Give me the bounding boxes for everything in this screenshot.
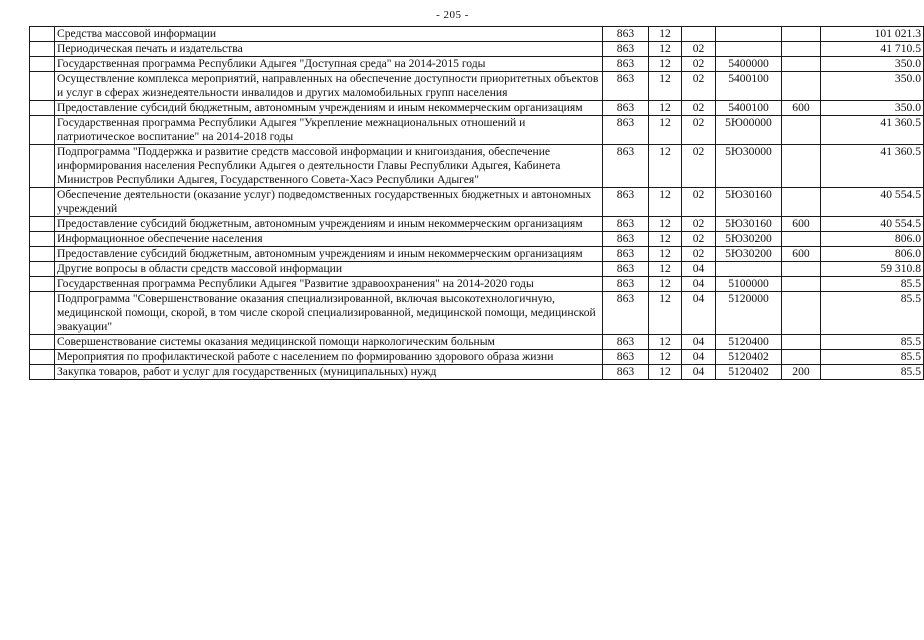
- row-subsection-code: 02: [682, 188, 716, 217]
- row-name: Периодическая печать и издательства: [55, 42, 603, 57]
- row-subsection-code: 02: [682, 116, 716, 145]
- row-amount: 40 554.5: [821, 217, 924, 232]
- row-section-code: 12: [649, 277, 682, 292]
- row-section-code: 12: [649, 247, 682, 262]
- table-row: [30, 350, 924, 365]
- row-ministry-code: 863: [603, 365, 649, 380]
- table-row: [30, 292, 924, 335]
- table-row: [30, 27, 924, 42]
- row-ministry-code: 863: [603, 57, 649, 72]
- row-blank-cell: [30, 145, 55, 188]
- row-blank-cell: [30, 57, 55, 72]
- row-expense-type: [782, 116, 821, 145]
- row-section-code: 12: [649, 116, 682, 145]
- row-amount: 350.0: [821, 101, 924, 116]
- row-ministry-code: 863: [603, 350, 649, 365]
- row-subsection-code: 02: [682, 57, 716, 72]
- row-section-code: 12: [649, 262, 682, 277]
- row-expense-type: 600: [782, 101, 821, 116]
- row-expense-type: 600: [782, 247, 821, 262]
- row-section-code: 12: [649, 27, 682, 42]
- row-blank-cell: [30, 101, 55, 116]
- row-ministry-code: 863: [603, 232, 649, 247]
- row-target-article: 5120402: [716, 365, 782, 380]
- table-row: [30, 145, 924, 188]
- row-section-code: 12: [649, 217, 682, 232]
- row-amount: 59 310.8: [821, 262, 924, 277]
- row-ministry-code: 863: [603, 262, 649, 277]
- table-row: [30, 247, 924, 262]
- row-target-article: [716, 262, 782, 277]
- table-row: [30, 262, 924, 277]
- row-subsection-code: 04: [682, 277, 716, 292]
- row-name: Осуществление комплекса мероприятий, направленных на обеспечение доступности приоритетных объектов и услуг в сферах жизнедеятельности инвалидов и других маломобильных групп населения: [55, 72, 603, 101]
- table-row: [30, 232, 924, 247]
- table-row: [30, 188, 924, 217]
- row-expense-type: [782, 57, 821, 72]
- row-ministry-code: 863: [603, 188, 649, 217]
- row-name: Информационное обеспечение населения: [55, 232, 603, 247]
- row-ministry-code: 863: [603, 247, 649, 262]
- row-subsection-code: 02: [682, 101, 716, 116]
- table-row: [30, 277, 924, 292]
- row-name: Мероприятия по профилактической работе с населением по формированию здорового образа жизни: [55, 350, 603, 365]
- table-row: [30, 116, 924, 145]
- row-subsection-code: 04: [682, 365, 716, 380]
- row-expense-type: [782, 27, 821, 42]
- row-subsection-code: 02: [682, 42, 716, 57]
- row-amount: 41 360.5: [821, 145, 924, 188]
- row-ministry-code: 863: [603, 27, 649, 42]
- row-amount: 85.5: [821, 365, 924, 380]
- row-subsection-code: 04: [682, 292, 716, 335]
- row-target-article: 5120402: [716, 350, 782, 365]
- row-section-code: 12: [649, 365, 682, 380]
- row-ministry-code: 863: [603, 217, 649, 232]
- row-target-article: [716, 42, 782, 57]
- row-section-code: 12: [649, 188, 682, 217]
- row-ministry-code: 863: [603, 42, 649, 57]
- row-subsection-code: 02: [682, 247, 716, 262]
- row-target-article: 5Ю30200: [716, 247, 782, 262]
- row-section-code: 12: [649, 57, 682, 72]
- row-section-code: 12: [649, 350, 682, 365]
- row-section-code: 12: [649, 72, 682, 101]
- table-row: [30, 217, 924, 232]
- row-name: Средства массовой информации: [55, 27, 603, 42]
- row-section-code: 12: [649, 42, 682, 57]
- table-row: [30, 72, 924, 101]
- row-expense-type: [782, 335, 821, 350]
- row-name: Государственная программа Республики Адыгея "Доступная среда" на 2014-2015 годы: [55, 57, 603, 72]
- row-name: Совершенствование системы оказания медицинской помощи наркологическим больным: [55, 335, 603, 350]
- table-row: [30, 365, 924, 380]
- row-blank-cell: [30, 277, 55, 292]
- row-blank-cell: [30, 365, 55, 380]
- row-name: Предоставление субсидий бюджетным, автономным учреждениям и иным некоммерческим организациям: [55, 217, 603, 232]
- row-blank-cell: [30, 116, 55, 145]
- row-blank-cell: [30, 232, 55, 247]
- row-section-code: 12: [649, 101, 682, 116]
- table-row: [30, 101, 924, 116]
- table-row: [30, 57, 924, 72]
- row-name: Закупка товаров, работ и услуг для государственных (муниципальных) нужд: [55, 365, 603, 380]
- row-blank-cell: [30, 292, 55, 335]
- row-blank-cell: [30, 217, 55, 232]
- row-name: Предоставление субсидий бюджетным, автономным учреждениям и иным некоммерческим организациям: [55, 247, 603, 262]
- row-amount: 41 360.5: [821, 116, 924, 145]
- row-name: Обеспечение деятельности (оказание услуг) подведомственных государственных бюджетных и автономных учреждений: [55, 188, 603, 217]
- row-section-code: 12: [649, 232, 682, 247]
- row-amount: 350.0: [821, 57, 924, 72]
- row-expense-type: [782, 145, 821, 188]
- table-row: [30, 42, 924, 57]
- row-subsection-code: 04: [682, 335, 716, 350]
- row-name: Другие вопросы в области средств массовой информации: [55, 262, 603, 277]
- row-amount: 85.5: [821, 350, 924, 365]
- row-name: Подпрограмма "Поддержка и развитие средств массовой информации и книгоиздания, обеспечение информирования населения Республики Адыгея о деятельности Главы Республики Адыгея, Кабинета Министров Республики Адыгея, Государственного Совета-Хасэ Республики Адыгея": [55, 145, 603, 188]
- row-target-article: 5Ю30160: [716, 217, 782, 232]
- row-amount: 85.5: [821, 277, 924, 292]
- row-section-code: 12: [649, 335, 682, 350]
- row-ministry-code: 863: [603, 277, 649, 292]
- budget-table: [29, 26, 924, 380]
- row-subsection-code: 04: [682, 350, 716, 365]
- row-target-article: [716, 27, 782, 42]
- row-ministry-code: 863: [603, 116, 649, 145]
- row-expense-type: [782, 350, 821, 365]
- row-blank-cell: [30, 335, 55, 350]
- row-amount: 41 710.5: [821, 42, 924, 57]
- row-expense-type: 600: [782, 217, 821, 232]
- page-number: - 205 -: [436, 9, 469, 21]
- row-ministry-code: 863: [603, 292, 649, 335]
- row-name: Государственная программа Республики Адыгея "Развитие здравоохранения" на 2014-2020 годы: [55, 277, 603, 292]
- row-amount: 350.0: [821, 72, 924, 101]
- row-amount: 85.5: [821, 292, 924, 335]
- row-ministry-code: 863: [603, 145, 649, 188]
- row-target-article: 5100000: [716, 277, 782, 292]
- table-row: [30, 335, 924, 350]
- row-subsection-code: 02: [682, 145, 716, 188]
- row-expense-type: [782, 188, 821, 217]
- row-amount: 101 021.3: [821, 27, 924, 42]
- row-subsection-code: 02: [682, 217, 716, 232]
- budget-table-body: [30, 27, 924, 380]
- row-target-article: 5400100: [716, 101, 782, 116]
- row-amount: 40 554.5: [821, 188, 924, 217]
- row-amount: 85.5: [821, 335, 924, 350]
- row-target-article: 5Ю00000: [716, 116, 782, 145]
- row-expense-type: 200: [782, 365, 821, 380]
- row-expense-type: [782, 232, 821, 247]
- row-expense-type: [782, 42, 821, 57]
- row-ministry-code: 863: [603, 101, 649, 116]
- row-name: Государственная программа Республики Адыгея "Укрепление межнациональных отношений и патриотическое воспитание" на 2014-2018 годы: [55, 116, 603, 145]
- row-name: Подпрограмма "Совершенствование оказания специализированной, включая высокотехнологичную, медицинской помощи, скорой, в том числе скорой специализированной, медицинской помощи, медицинской эвакуации": [55, 292, 603, 335]
- row-name: Предоставление субсидий бюджетным, автономным учреждениям и иным некоммерческим организациям: [55, 101, 603, 116]
- row-ministry-code: 863: [603, 335, 649, 350]
- row-expense-type: [782, 292, 821, 335]
- row-target-article: 5400000: [716, 57, 782, 72]
- row-amount: 806.0: [821, 247, 924, 262]
- row-blank-cell: [30, 42, 55, 57]
- row-blank-cell: [30, 27, 55, 42]
- row-ministry-code: 863: [603, 72, 649, 101]
- row-subsection-code: 04: [682, 262, 716, 277]
- row-amount: 806.0: [821, 232, 924, 247]
- row-expense-type: [782, 72, 821, 101]
- row-blank-cell: [30, 247, 55, 262]
- row-blank-cell: [30, 262, 55, 277]
- row-target-article: 5Ю30200: [716, 232, 782, 247]
- row-subsection-code: 02: [682, 72, 716, 101]
- row-section-code: 12: [649, 145, 682, 188]
- row-target-article: 5120000: [716, 292, 782, 335]
- row-section-code: 12: [649, 292, 682, 335]
- row-subsection-code: [682, 27, 716, 42]
- row-target-article: 5Ю30000: [716, 145, 782, 188]
- row-blank-cell: [30, 188, 55, 217]
- row-target-article: 5Ю30160: [716, 188, 782, 217]
- row-target-article: 5120400: [716, 335, 782, 350]
- row-blank-cell: [30, 350, 55, 365]
- row-expense-type: [782, 277, 821, 292]
- row-expense-type: [782, 262, 821, 277]
- row-subsection-code: 02: [682, 232, 716, 247]
- row-target-article: 5400100: [716, 72, 782, 101]
- row-blank-cell: [30, 72, 55, 101]
